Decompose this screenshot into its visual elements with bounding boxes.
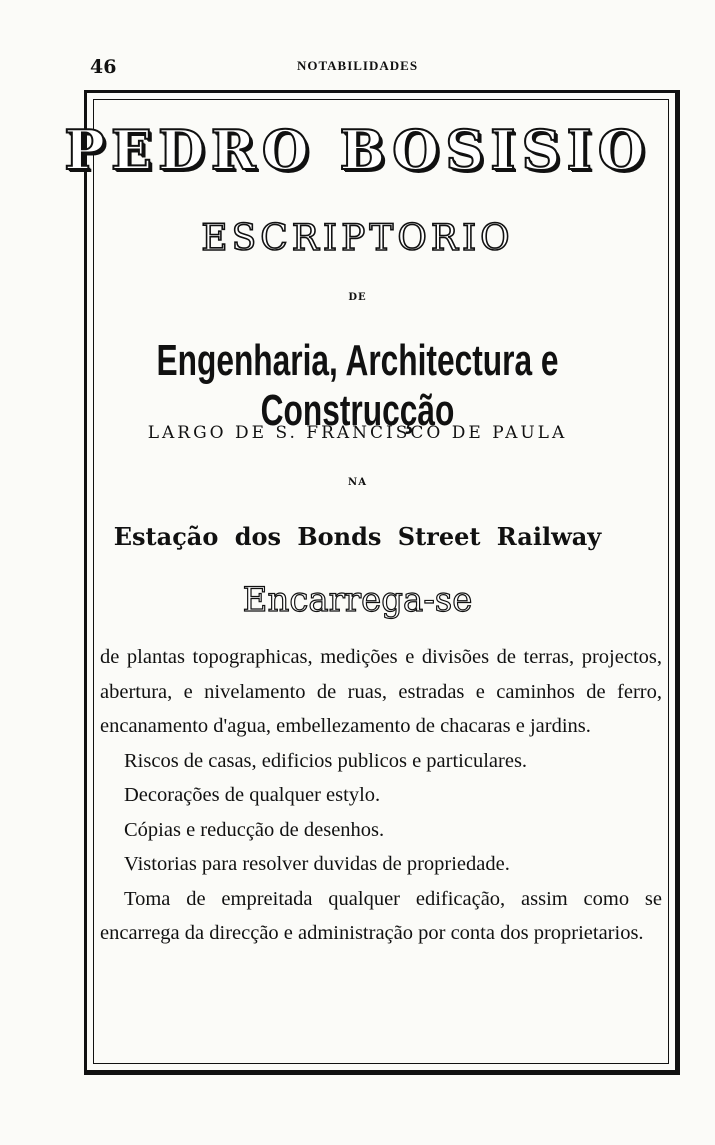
trade-title: Engenharia, Architectura e Construcção bbox=[156, 336, 559, 435]
advertiser-name: PEDRO BOSISIO bbox=[64, 118, 651, 182]
office-title: ESCRIPTORIO bbox=[201, 218, 514, 259]
connector-de: DE bbox=[348, 292, 367, 303]
services-paragraph: Vistorias para resolver duvidas de propriedade. bbox=[124, 853, 510, 875]
running-head: NOTABILIDADES bbox=[296, 58, 419, 73]
page-number: 46 bbox=[90, 56, 117, 78]
station-line: Estação dos Bonds Street Railway bbox=[113, 522, 602, 551]
services-paragraph: Riscos de casas, edificios publicos e particulares. bbox=[124, 749, 528, 772]
services-paragraph: Toma de empreitada qualquer edificação, assim como se encarrega da direcção e administração por conta dos proprietarios. bbox=[100, 887, 662, 944]
services-heading: Encarrega-se bbox=[242, 580, 473, 620]
services-paragraph: de plantas topographicas, medições e divisões de terras, projectos, abertura, e nivelamento de ruas, estradas e caminhos de ferro, encanamento d'agua, embellezamento de chacaras e jardins. bbox=[100, 646, 662, 737]
address-line: LARGO DE S. FRANCISCO DE PAULA bbox=[147, 423, 568, 443]
services-paragraph: Decorações de qualquer estylo. bbox=[124, 784, 381, 806]
services-body bbox=[100, 640, 662, 951]
services-paragraph: Cópias e reducção de desenhos. bbox=[124, 818, 385, 841]
connector-na: NA bbox=[348, 477, 367, 488]
